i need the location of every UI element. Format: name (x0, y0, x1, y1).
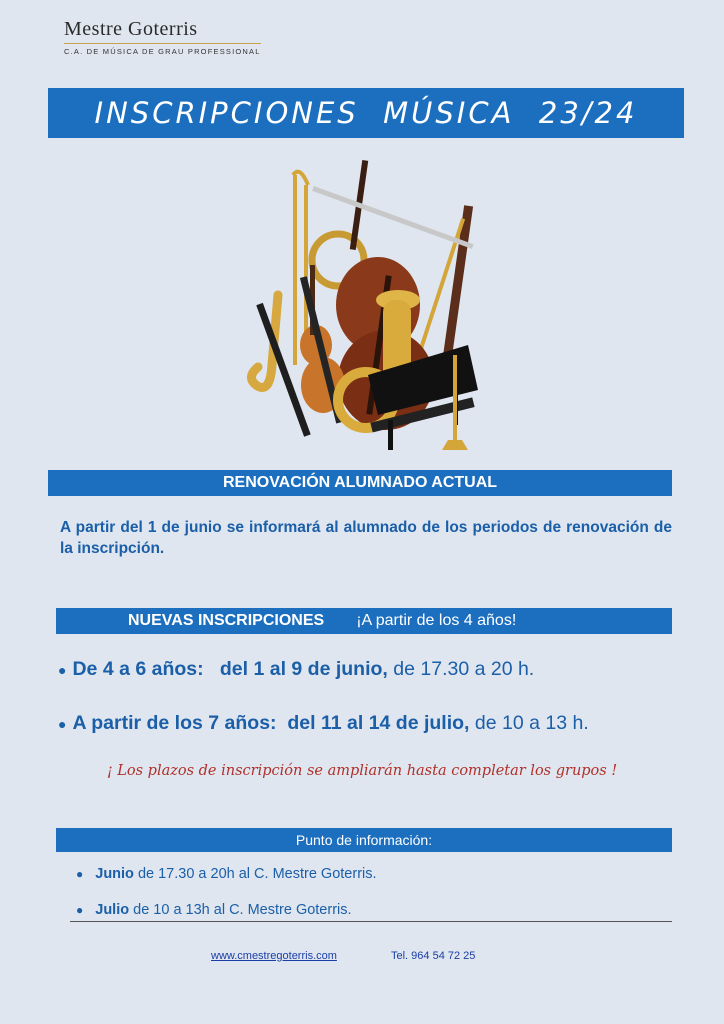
info-month: Julio (95, 902, 130, 918)
logo-name: Mestre Goterris (64, 18, 261, 44)
title-banner (48, 88, 684, 138)
renovacion-heading: RENOVACIÓN ALUMNADO ACTUAL (222, 474, 498, 491)
deadline-notice: ¡ Los plazos de inscripción se ampliarán hasta completar los grupos ! (106, 763, 618, 779)
bullet-icon: ● (76, 867, 84, 881)
bullet-icon: ● (58, 661, 67, 678)
item-group: A partir de los 7 años: (72, 712, 277, 734)
info-text: de 17.30 a 20h al C. Mestre Goterris. (137, 866, 377, 882)
renovacion-heading-bar (48, 470, 672, 496)
info-month: Junio (95, 866, 134, 882)
renovacion-text: A partir del 1 de junio se informará al alumnado de los periodos de renovación de la inscripción. (60, 519, 672, 557)
nuevas-heading-bar (56, 608, 672, 634)
bullet-icon: ● (58, 715, 67, 732)
flute-image (312, 186, 473, 249)
phone-number: Tel. 964 54 72 25 (391, 950, 476, 962)
info-text: de 10 a 13h al C. Mestre Goterris. (133, 902, 352, 918)
school-logo (64, 18, 261, 56)
divider (70, 921, 672, 922)
instruments-illustration (238, 155, 488, 455)
logo-subtitle: C.A. DE MÚSICA DE GRAU PROFESSIONAL (64, 47, 261, 56)
item-hours: de 10 a 13 h. (474, 712, 589, 734)
website-link[interactable]: www.cmestregoterris.com (211, 950, 337, 962)
list-item (58, 712, 589, 735)
list-item (58, 658, 534, 681)
list-item (76, 902, 352, 918)
page-title: INSCRIPCIONES MÚSICA 23/24 (94, 96, 638, 130)
list-item (76, 866, 377, 882)
item-dates: del 11 al 14 de julio, (287, 712, 470, 734)
item-dates: del 1 al 9 de junio, (219, 658, 388, 680)
nuevas-heading: NUEVAS INSCRIPCIONES (128, 612, 325, 629)
bullet-icon: ● (76, 903, 84, 917)
clarinet-image (256, 303, 310, 437)
nuevas-age-note: ¡A partir de los 4 años! (356, 612, 517, 629)
bassoon-image (442, 205, 473, 365)
info-heading: Punto de información: (295, 832, 433, 848)
item-group: De 4 a 6 años: (72, 658, 204, 680)
item-hours: de 17.30 a 20 h. (393, 658, 535, 680)
info-heading-bar (56, 828, 672, 852)
